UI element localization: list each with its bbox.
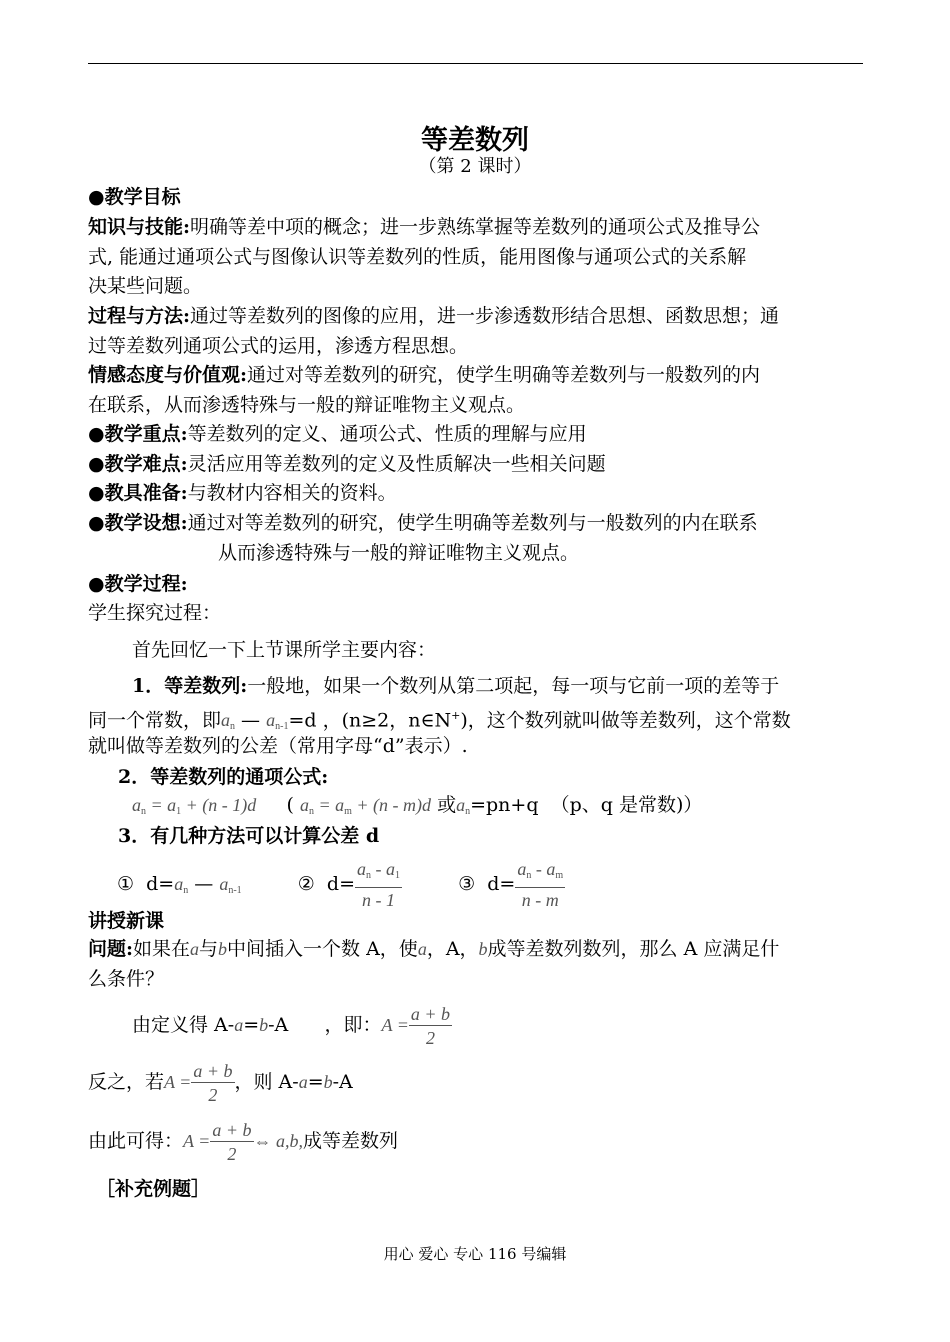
knowledge-line-1 — [88, 213, 760, 241]
question-text-a: 如果在 — [133, 938, 191, 960]
by-def-d: ，即： — [324, 1014, 382, 1036]
iff-ab: ⇔ a,b, — [253, 1131, 303, 1151]
process-label: 过程与方法: — [88, 305, 191, 327]
definition-line-2: 同一个常数，即$a_n$ — $a_{n-1}=d$ ，(n≥2，n∈N+)，这个数列就叫做等差数列，这个常数 — [88, 709, 791, 733]
question-line-1 — [88, 935, 779, 963]
conversely-b: ，则 A- — [234, 1071, 299, 1093]
method-1-formula-b: $a_{n-1}$ — [219, 874, 242, 896]
key-point — [88, 420, 587, 448]
by-def-c: -A — [268, 1014, 289, 1036]
method-3-marker: ③ — [458, 873, 476, 895]
hence-b: 成等差数列 — [303, 1130, 399, 1152]
knowledge-text-1: 明确等差中项的概念；进一步熟练掌握等差数列的通项公式及推导公 — [190, 216, 761, 238]
var-a-2: a — [417, 939, 427, 959]
eq-A: A = — [381, 1015, 409, 1035]
student-explore: 学生探究过程： — [88, 602, 222, 624]
emotion-text-1: 通过对等差数列的研究，使学生明确等差数列与一般数列的内 — [247, 364, 761, 386]
definition-text-2b: =d ，(n≥2，n∈N — [288, 709, 452, 732]
var-b: b — [218, 939, 228, 959]
emotion-label: 情感态度与价值观: — [88, 364, 248, 386]
procedure-heading: ●教学过程: — [88, 573, 188, 595]
header-rule — [88, 63, 863, 64]
process-text-1: 通过等差数列的图像的应用，进一步渗透数形结合思想、函数思想；通 — [190, 305, 780, 327]
var-b-3: b — [259, 1015, 269, 1035]
emotion-line-1 — [88, 361, 760, 389]
var-b-2: b — [478, 939, 488, 959]
var-a-4: a — [298, 1072, 308, 1092]
key-label: ●教学重点: — [88, 423, 188, 445]
formula-heading: 2．等差数列的通项公式: — [118, 766, 329, 788]
method-3-fraction: $\frac{a_n - a_m}{n - m}$ — [517, 859, 564, 910]
page-footer: 用心 爱心 专心 116 号编辑 — [383, 1245, 567, 1263]
formula-general-m: $a_n = a_m + (n - m)d$ — [299, 795, 432, 817]
difficult-label: ●教学难点: — [88, 453, 188, 475]
definition-line-3: 就叫做等差数列的公差（常用字母“d”表示）. — [88, 735, 468, 757]
knowledge-line-2: 式, 能通过通项公式与图像认识等差数列的性质，能用图像与通项公式的关系解 — [88, 246, 747, 268]
var-b-4: b — [323, 1072, 333, 1092]
goals-heading: ●教学目标 — [88, 186, 181, 208]
definition-label: 1．等差数列: — [132, 675, 248, 697]
method-2-d: d= — [326, 873, 355, 895]
formula-general: $a_n = a_1 + (n - 1)d$ — [132, 795, 257, 817]
design-line-1 — [88, 509, 758, 537]
eq-A-2: A = — [164, 1072, 192, 1092]
conversely-d: -A — [332, 1071, 353, 1093]
method-2-marker: ② — [297, 873, 315, 895]
method-2-fraction: $\frac{a_n - a_1}{n - 1}$ — [357, 859, 400, 910]
method-3-d: d= — [487, 873, 516, 895]
question-label: 问题: — [88, 938, 134, 960]
method-1-formula: $a_n$ — [174, 874, 189, 896]
method-1-d: d= — [146, 873, 175, 895]
formula-an: $a_n$ — [456, 795, 471, 817]
tools-point — [88, 479, 397, 507]
question-text-b: 与 — [199, 938, 219, 960]
difficult-point — [88, 450, 606, 478]
hence-line — [88, 1116, 398, 1166]
question-text-e: 成等差数列数列，那么 A 应满足什 — [487, 938, 780, 960]
process-line-2: 过等差数列通项公式的运用，渗透方程思想。 — [88, 335, 469, 357]
math-an-1: $a_{n-1}$ — [266, 710, 289, 733]
by-def-a: 由定义得 A- — [132, 1014, 235, 1036]
tools-text: 与教材内容相关的资料。 — [187, 482, 397, 504]
formula-line: $a_n = a_1 + (n - 1)d$ ( $a_n = a_m + (n - m)d$ 或$a_n=pn+q$ （p、q 是常数)） — [132, 794, 703, 817]
process-line-1 — [88, 302, 779, 330]
design-line-2: 从而渗透特殊与一般的辩证唯物主义观点。 — [218, 542, 580, 564]
by-definition-line — [132, 1000, 452, 1050]
definition-line-1 — [132, 672, 779, 700]
math-an: $a_n$ — [221, 710, 236, 733]
definition-text-1: 一般地，如果一个数列从第二项起，每一项与它前一项的差等于 — [247, 675, 780, 697]
methods-heading: 3．有几种方法可以计算公差 d — [118, 825, 380, 847]
key-text: 等差数列的定义、通项公式、性质的理解与应用 — [187, 423, 587, 445]
var-a-3: a — [234, 1015, 244, 1035]
difficult-text: 灵活应用等差数列的定义及性质解决一些相关问题 — [187, 453, 606, 475]
var-a: a — [190, 939, 200, 959]
methods-line: ① $d=a_n$ — $a_{n-1}$ ② d= $\frac{a_n - a_1}{n - 1}$ ③ d= $\frac{a_n - a_m}{n - m}$ — [117, 859, 564, 910]
conversely-line — [88, 1057, 353, 1107]
knowledge-label: 知识与技能: — [88, 216, 191, 238]
formula-pnq: =pn+q — [470, 794, 539, 816]
formula-or: 或 — [437, 794, 457, 816]
formula-note: （p、q 是常数)） — [550, 794, 703, 816]
definition-text-2a: 同一个常数，即 — [88, 709, 222, 732]
supplement-heading: ［补充例题］ — [96, 1178, 211, 1200]
recall-text: 首先回忆一下上节课所学主要内容： — [132, 639, 437, 661]
method-1-marker: ① — [117, 873, 135, 895]
definition-superscript: + — [451, 709, 461, 722]
design-text-1: 通过对等差数列的研究，使学生明确等差数列与一般数列的内在联系 — [187, 512, 758, 534]
page-title: 等差数列 — [421, 125, 529, 156]
definition-text-2c: )，这个数列就叫做等差数列，这个常数 — [460, 709, 791, 732]
eq-A-3: A = — [183, 1131, 211, 1151]
design-label: ●教学设想: — [88, 512, 188, 534]
tools-label: ●教具准备: — [88, 482, 188, 504]
emotion-line-2: 在联系，从而渗透特殊与一般的辩证唯物主义观点。 — [88, 394, 526, 416]
hence-a: 由此可得： — [88, 1130, 184, 1152]
page-subtitle: （第 2 课时） — [418, 156, 532, 177]
fraction-a-plus-b: $\frac{a + b}{2}$ — [410, 1003, 451, 1048]
question-text-d: ，A， — [426, 938, 479, 960]
by-def-b: = — [243, 1014, 260, 1036]
fraction-a-plus-b-2: $\frac{a + b}{2}$ — [193, 1060, 233, 1105]
conversely-c: = — [307, 1071, 324, 1093]
fraction-a-plus-b-3: $\frac{a + b}{2}$ — [212, 1119, 252, 1164]
question-text-c: 中间插入一个数 A，使 — [227, 938, 418, 960]
question-line-2: 么条件？ — [88, 968, 165, 990]
new-lesson-heading: 讲授新课 — [88, 910, 165, 932]
knowledge-line-3: 决某些问题。 — [88, 275, 203, 297]
conversely-a: 反之，若 — [88, 1071, 165, 1093]
